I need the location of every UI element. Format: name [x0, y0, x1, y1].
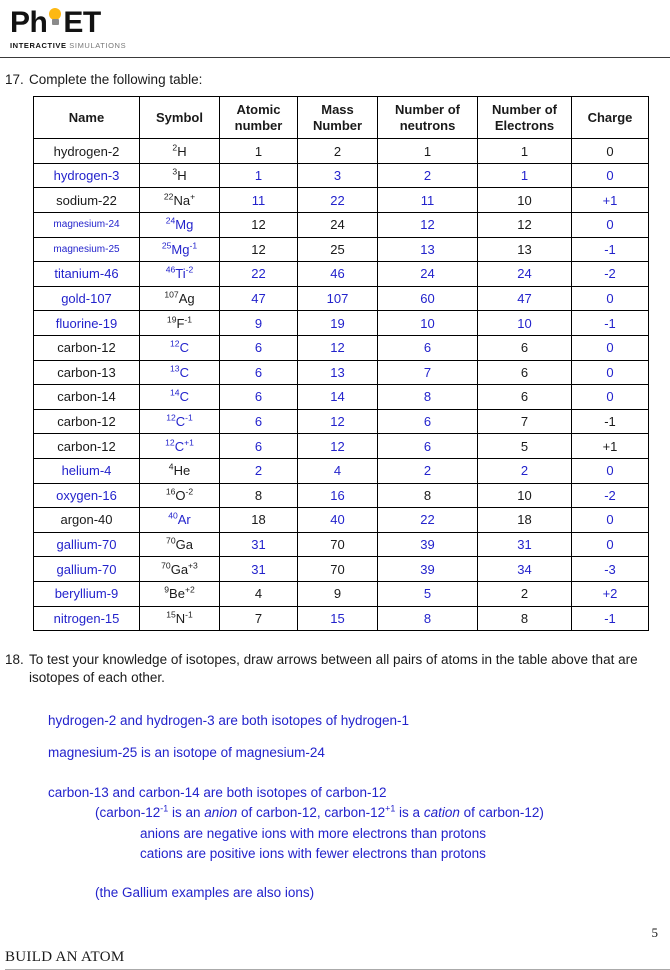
handwritten-answers — [0, 712, 670, 903]
value-cell: 4 — [220, 581, 298, 606]
symbol-cell: $^{12}C^{-1}$ — [140, 409, 220, 434]
phet-logo-text — [10, 8, 670, 38]
symbol-cell: $^{24}$Mg — [140, 213, 220, 238]
table-row — [34, 237, 649, 262]
name-cell: gallium-70 — [34, 532, 140, 557]
value-cell: 12 — [298, 335, 378, 360]
question-18 — [5, 651, 670, 687]
value-cell: 12 — [220, 237, 298, 262]
table-row — [34, 532, 649, 557]
value-cell: 1 — [220, 163, 298, 188]
symbol-cell: $^{107}$Ag — [140, 286, 220, 311]
question-17 — [5, 71, 670, 89]
name-cell: hydrogen-3 — [34, 163, 140, 188]
value-cell: 8 — [378, 483, 478, 508]
answer-line — [48, 784, 670, 803]
value-cell: 25 — [298, 237, 378, 262]
value-cell: 2 — [220, 458, 298, 483]
value-cell: 22 — [298, 188, 378, 213]
table-row — [34, 139, 649, 164]
name-cell: carbon-12 — [34, 434, 140, 459]
value-cell: 12 — [298, 434, 378, 459]
value-cell: 1 — [478, 163, 572, 188]
value-cell: 4 — [298, 458, 378, 483]
table-row — [34, 213, 649, 238]
value-cell: 11 — [378, 188, 478, 213]
value-cell: 0 — [572, 335, 649, 360]
value-cell: 0 — [572, 508, 649, 533]
answer-text: of carbon-12) — [459, 805, 544, 821]
value-cell: +1 — [572, 434, 649, 459]
value-cell: 31 — [478, 532, 572, 557]
value-cell: 8 — [478, 606, 572, 631]
value-cell: +1 — [572, 188, 649, 213]
value-cell: 31 — [220, 557, 298, 582]
value-cell: 13 — [378, 237, 478, 262]
value-cell: 0 — [572, 286, 649, 311]
value-cell: 8 — [378, 385, 478, 410]
value-cell: 2 — [378, 458, 478, 483]
symbol-cell: $^{70}$Ga — [140, 532, 220, 557]
answer-emphasis: anion — [204, 805, 238, 821]
name-cell: beryllium-9 — [34, 581, 140, 606]
value-cell: 6 — [220, 385, 298, 410]
symbol-cell: $^{46}Ti^{-2}$ — [140, 262, 220, 287]
value-cell: 2 — [378, 163, 478, 188]
value-cell: 6 — [378, 335, 478, 360]
value-cell: 7 — [220, 606, 298, 631]
column-header: Number of Electrons — [478, 97, 572, 139]
question-17-text: Complete the following table: — [29, 72, 203, 87]
table-row — [34, 458, 649, 483]
value-cell: 39 — [378, 532, 478, 557]
answer-text: (carbon-12 — [95, 805, 161, 821]
value-cell: 0 — [572, 360, 649, 385]
answer-line — [95, 884, 670, 903]
value-cell: 0 — [572, 532, 649, 557]
value-cell: 5 — [478, 434, 572, 459]
value-cell: 14 — [298, 385, 378, 410]
value-cell: 0 — [572, 458, 649, 483]
value-cell: 6 — [478, 385, 572, 410]
table-row — [34, 188, 649, 213]
symbol-cell: $^{16}O^{-2}$ — [140, 483, 220, 508]
table-header-row — [34, 97, 649, 139]
value-cell: -1 — [572, 606, 649, 631]
name-cell: fluorine-19 — [34, 311, 140, 336]
table-header — [34, 97, 649, 139]
answer-line — [48, 744, 670, 763]
column-header: Mass Number — [298, 97, 378, 139]
answer-line — [48, 712, 670, 731]
value-cell: 19 — [298, 311, 378, 336]
answer-line — [140, 825, 670, 844]
value-cell: 2 — [478, 581, 572, 606]
value-cell: 22 — [220, 262, 298, 287]
value-cell: 9 — [298, 581, 378, 606]
value-cell: 3 — [298, 163, 378, 188]
table-row — [34, 335, 649, 360]
value-cell: 6 — [478, 335, 572, 360]
value-cell: 34 — [478, 557, 572, 582]
column-header: Atomic number — [220, 97, 298, 139]
value-cell: 18 — [478, 508, 572, 533]
name-cell: carbon-14 — [34, 385, 140, 410]
logo-subtitle-bold: INTERACTIVE — [10, 41, 67, 50]
page-footer — [0, 925, 670, 970]
name-cell: magnesium-25 — [34, 237, 140, 262]
value-cell: 1 — [478, 139, 572, 164]
table-row — [34, 606, 649, 631]
value-cell: 12 — [298, 409, 378, 434]
value-cell: 60 — [378, 286, 478, 311]
symbol-cell: $^{25}Mg^{-1}$ — [140, 237, 220, 262]
symbol-cell: $^{40}$Ar — [140, 508, 220, 533]
value-cell: 10 — [478, 483, 572, 508]
value-cell: +2 — [572, 581, 649, 606]
value-cell: 6 — [220, 409, 298, 434]
answer-line — [140, 845, 670, 864]
column-header: Symbol — [140, 97, 220, 139]
column-header: Number of neutrons — [378, 97, 478, 139]
value-cell: 10 — [378, 311, 478, 336]
value-cell: -2 — [572, 262, 649, 287]
table-row — [34, 360, 649, 385]
logo-text-right: ET — [63, 6, 101, 39]
answer-text: is an — [168, 805, 205, 821]
value-cell: 18 — [220, 508, 298, 533]
value-cell: 24 — [298, 213, 378, 238]
symbol-cell: $^{19}F^{-1}$ — [140, 311, 220, 336]
value-cell: 107 — [298, 286, 378, 311]
answer-text: anions are negative ions with more electrons than protons — [140, 826, 486, 842]
table-row — [34, 262, 649, 287]
value-cell: 5 — [378, 581, 478, 606]
logo-subtitle — [10, 41, 670, 50]
question-17-number: 17. — [5, 72, 24, 87]
value-cell: 6 — [220, 335, 298, 360]
value-cell: 7 — [478, 409, 572, 434]
value-cell: 39 — [378, 557, 478, 582]
isotope-table — [33, 96, 649, 631]
value-cell: 10 — [478, 311, 572, 336]
value-cell: 22 — [378, 508, 478, 533]
value-cell: 2 — [478, 458, 572, 483]
name-cell: hydrogen-2 — [34, 139, 140, 164]
name-cell: sodium-22 — [34, 188, 140, 213]
name-cell: titanium-46 — [34, 262, 140, 287]
symbol-cell: $^2$H — [140, 139, 220, 164]
answer-text: (the Gallium examples are also ions) — [95, 884, 315, 900]
lightbulb-icon — [48, 8, 62, 27]
table-row — [34, 409, 649, 434]
value-cell: 10 — [478, 188, 572, 213]
value-cell: -1 — [572, 409, 649, 434]
table-row — [34, 311, 649, 336]
table-row — [34, 163, 649, 188]
value-cell: 6 — [378, 434, 478, 459]
answer-emphasis: cation — [423, 805, 460, 821]
column-header: Charge — [572, 97, 649, 139]
value-cell: 1 — [378, 139, 478, 164]
symbol-cell: $^{14}$C — [140, 385, 220, 410]
symbol-cell: $^{15}N^{-1}$ — [140, 606, 220, 631]
value-cell: 46 — [298, 262, 378, 287]
value-cell: 24 — [378, 262, 478, 287]
answer-text: carbon-13 and carbon-14 are both isotopes of carbon-12 — [48, 785, 387, 801]
value-cell: 70 — [298, 532, 378, 557]
value-cell: 16 — [298, 483, 378, 508]
value-cell: 13 — [298, 360, 378, 385]
value-cell: 7 — [378, 360, 478, 385]
value-cell: 8 — [378, 606, 478, 631]
logo-subtitle-light: SIMULATIONS — [66, 41, 127, 50]
question-18-number: 18. — [5, 652, 24, 668]
phet-logo — [10, 8, 670, 50]
value-cell: 12 — [220, 213, 298, 238]
answer-superscript: +1 — [385, 803, 396, 814]
value-cell: 9 — [220, 311, 298, 336]
page-number: 5 — [651, 925, 658, 940]
answer-text: cations are positive ions with fewer electrons than protons — [140, 845, 486, 861]
table-body — [34, 139, 649, 631]
answer-text: magnesium-25 is an isotope of magnesium-24 — [48, 745, 325, 761]
name-cell: carbon-12 — [34, 335, 140, 360]
symbol-cell: $^{70}Ga^{+3}$ — [140, 557, 220, 582]
name-cell: oxygen-16 — [34, 483, 140, 508]
value-cell: 2 — [298, 139, 378, 164]
page-body — [0, 58, 670, 903]
value-cell: 8 — [220, 483, 298, 508]
value-cell: 6 — [220, 434, 298, 459]
value-cell: 40 — [298, 508, 378, 533]
table-row — [34, 508, 649, 533]
value-cell: 6 — [478, 360, 572, 385]
value-cell: 1 — [220, 139, 298, 164]
value-cell: 24 — [478, 262, 572, 287]
page-header — [0, 0, 670, 50]
question-18-text: To test your knowledge of isotopes, draw arrows between all pairs of atoms in the table above that are isotopes of each other. — [29, 652, 638, 686]
value-cell: 31 — [220, 532, 298, 557]
name-cell: helium-4 — [34, 458, 140, 483]
name-cell: carbon-13 — [34, 360, 140, 385]
symbol-cell: $^4$He — [140, 458, 220, 483]
value-cell: 12 — [378, 213, 478, 238]
value-cell: 0 — [572, 139, 649, 164]
logo-text-left: Ph — [10, 6, 48, 39]
value-cell: 0 — [572, 213, 649, 238]
symbol-cell: $^{12}C^{+1}$ — [140, 434, 220, 459]
value-cell: 6 — [378, 409, 478, 434]
footer-title: BUILD AN ATOM — [5, 949, 670, 970]
name-cell: nitrogen-15 — [34, 606, 140, 631]
name-cell: carbon-12 — [34, 409, 140, 434]
value-cell: -1 — [572, 237, 649, 262]
answer-text: is a — [395, 805, 424, 821]
symbol-cell: $^{22}$Na+ — [140, 188, 220, 213]
name-cell: gallium-70 — [34, 557, 140, 582]
table-row — [34, 483, 649, 508]
value-cell: 6 — [220, 360, 298, 385]
symbol-cell: $^9Be^{+2}$ — [140, 581, 220, 606]
value-cell: 0 — [572, 163, 649, 188]
name-cell: gold-107 — [34, 286, 140, 311]
answer-text: hydrogen-2 and hydrogen-3 are both isotopes of hydrogen-1 — [48, 712, 409, 728]
value-cell: -2 — [572, 483, 649, 508]
table-row — [34, 434, 649, 459]
table-row — [34, 557, 649, 582]
value-cell: -3 — [572, 557, 649, 582]
symbol-cell: $^{12}$C — [140, 335, 220, 360]
symbol-cell: $^3$H — [140, 163, 220, 188]
value-cell: 0 — [572, 385, 649, 410]
name-cell: argon-40 — [34, 508, 140, 533]
value-cell: 12 — [478, 213, 572, 238]
table-row — [34, 385, 649, 410]
value-cell: -1 — [572, 311, 649, 336]
value-cell: 47 — [220, 286, 298, 311]
table-row — [34, 581, 649, 606]
value-cell: 47 — [478, 286, 572, 311]
answer-text: of carbon-12, carbon-12 — [237, 805, 386, 821]
value-cell: 13 — [478, 237, 572, 262]
name-cell: magnesium-24 — [34, 213, 140, 238]
value-cell: 15 — [298, 606, 378, 631]
value-cell: 11 — [220, 188, 298, 213]
table-row — [34, 286, 649, 311]
value-cell: 70 — [298, 557, 378, 582]
column-header: Name — [34, 97, 140, 139]
answer-superscript: -1 — [160, 803, 169, 814]
answer-line — [95, 804, 670, 823]
symbol-cell: $^{13}$C — [140, 360, 220, 385]
